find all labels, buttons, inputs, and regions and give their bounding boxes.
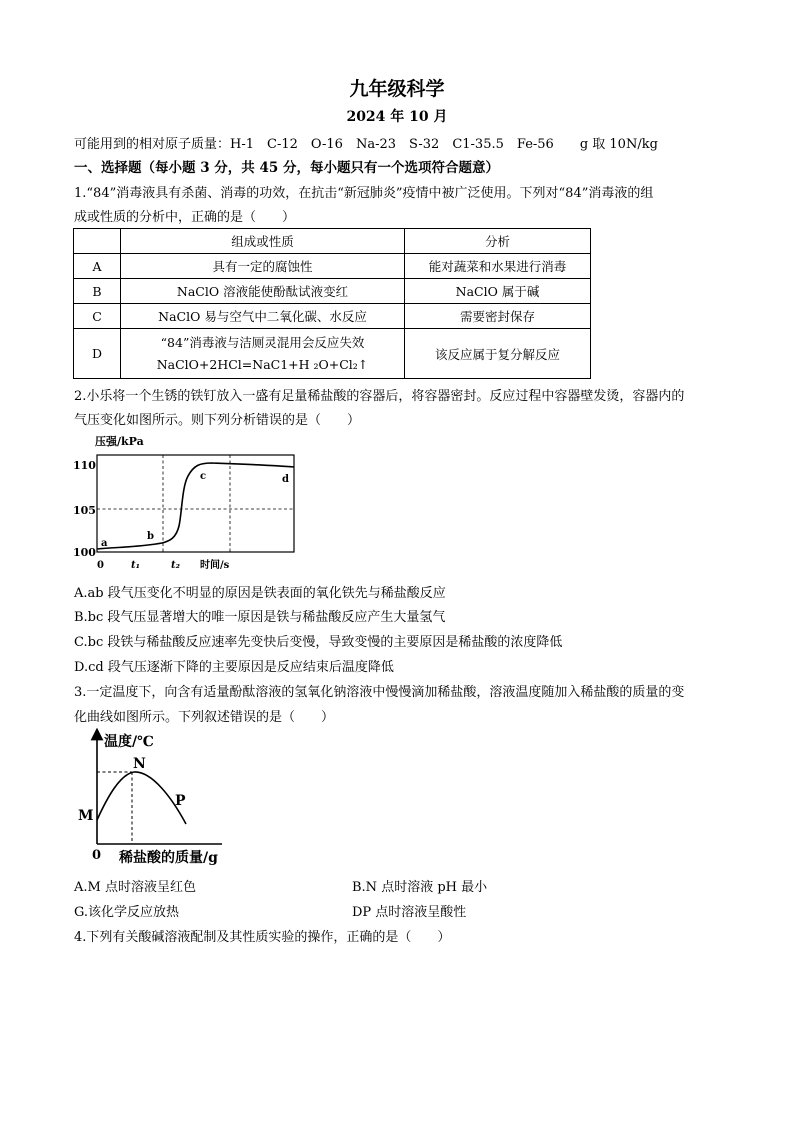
table-row xyxy=(74,304,591,329)
row-analysis: NaClO 属于碱 xyxy=(405,279,591,304)
pressure-chart xyxy=(70,432,310,572)
row-analysis: 能对蔬菜和水果进行消毒 xyxy=(405,254,591,279)
temperature-origin-label: 0 xyxy=(92,848,102,863)
temperature-chart xyxy=(72,728,242,870)
q3-stem-line2: 化曲线如图所示。下列叙述错误的是（ ） xyxy=(74,710,335,725)
table-header-cell: 分析 xyxy=(405,229,591,254)
row-property: 具有一定的腐蚀性 xyxy=(121,254,405,279)
row-property: NaClO 溶液能使酚酞试液变红 xyxy=(121,279,405,304)
row-property: NaClO 易与空气中二氧化碳、水反应 xyxy=(121,304,405,329)
table-header-row xyxy=(74,229,591,254)
row-label: D xyxy=(74,329,121,379)
q2-option-c: C.bc 段铁与稀盐酸反应速率先变快后变慢，导致变慢的主要原因是稀盐酸的浓度降低 xyxy=(74,635,563,650)
q3-option-c: G.该化学反应放热 xyxy=(74,905,180,920)
pressure-x-tick: t₂ xyxy=(171,560,180,571)
pressure-y-axis-label: 压强/kPa xyxy=(95,435,144,448)
temperature-point-label: M xyxy=(78,808,94,824)
pressure-x-axis-label: 时间/s xyxy=(200,560,230,571)
row-label: C xyxy=(74,304,121,329)
atomic-masses: 可能用到的相对原子质量：H-1 C-12 O-16 Na-23 S-32 C1-35.5 Fe-56 g 取 10N/kg xyxy=(74,137,658,152)
q3-option-b: B.N 点时溶液 pH 最小 xyxy=(352,880,488,895)
temperature-curve xyxy=(97,772,186,824)
q1-stem-line2: 成或性质的分析中，正确的是（ ） xyxy=(74,210,296,225)
page-title: 九年级科学 xyxy=(349,78,445,100)
table-header-cell: 组成或性质 xyxy=(121,229,405,254)
temperature-point-label: N xyxy=(133,756,146,772)
pressure-y-tick: 105 xyxy=(73,504,96,517)
temperature-point-label: P xyxy=(175,793,186,809)
q2-option-d: D.cd 段气压逐渐下降的主要原因是反应结束后温度降低 xyxy=(74,660,394,675)
exam-date: 2024 年 10 月 xyxy=(346,109,448,125)
row-property-text: “84”消毒液与洁厕灵混用会反应失效 xyxy=(160,334,365,350)
row-label: A xyxy=(74,254,121,279)
section-heading: 一、选择题（每小题 3 分，共 45 分，每小题只有一个选项符合题意） xyxy=(74,160,499,176)
table-header-cell xyxy=(74,229,121,254)
row-label: B xyxy=(74,279,121,304)
row-property xyxy=(121,329,405,379)
pressure-curve xyxy=(97,463,294,549)
pressure-y-tick: 100 xyxy=(73,546,96,559)
q3-option-d: DP 点时溶液呈酸性 xyxy=(352,905,467,920)
pressure-point-label: b xyxy=(147,531,154,542)
q2-option-a: A.ab 段气压变化不明显的原因是铁表面的氧化铁先与稀盐酸反应 xyxy=(74,586,446,601)
pressure-x-tick: t₁ xyxy=(131,560,140,571)
temperature-x-axis-label: 稀盐酸的质量/g xyxy=(119,850,218,866)
q2-option-b: B.bc 段气压显著增大的唯一原因是铁与稀盐酸反应产生大量氢气 xyxy=(74,610,446,625)
row-analysis: 该反应属于复分解反应 xyxy=(405,329,591,379)
table-row xyxy=(74,329,591,379)
pressure-point-label: a xyxy=(101,538,108,549)
row-analysis: 需要密封保存 xyxy=(405,304,591,329)
q3-stem-line1: 3.一定温度下，向含有适量酚酞溶液的氢氧化钠溶液中慢慢滴加稀盐酸，溶液温度随加入稀盐酸的质量的变 xyxy=(74,685,685,700)
pressure-point-label: c xyxy=(200,471,207,482)
q2-stem-line1: 2.小乐将一个生锈的铁钉放入一盛有足量稀盐酸的容器后，将容器密封。反应过程中容器壁发烫，容器内的 xyxy=(74,389,685,404)
pressure-point-label: d xyxy=(282,474,289,485)
pressure-x-tick: 0 xyxy=(97,560,104,571)
q1-stem-line1: 1.“84”消毒液具有杀菌、消毒的功效，在抗击“新冠肺炎”疫情中被广泛使用。下列对“84”消毒液的组 xyxy=(74,186,654,201)
q4-stem-line1: 4.下列有关酸碱溶液配制及其性质实验的操作，正确的是（ ） xyxy=(74,930,451,945)
pressure-gridlines xyxy=(97,455,294,552)
q1-table xyxy=(73,228,591,379)
q2-stem-line2: 气压变化如图所示。则下列分析错误的是（ ） xyxy=(74,413,361,428)
table-row xyxy=(74,254,591,279)
table-row xyxy=(74,279,591,304)
row-property-equation: NaClO+2HCl=NaC1+H ₂O+Cl₂↑ xyxy=(156,356,369,372)
pressure-plot-frame xyxy=(97,455,294,552)
q3-option-a: A.M 点时溶液呈红色 xyxy=(74,880,196,895)
pressure-y-tick: 110 xyxy=(73,459,96,472)
temperature-y-axis-label: 温度/℃ xyxy=(104,734,154,750)
